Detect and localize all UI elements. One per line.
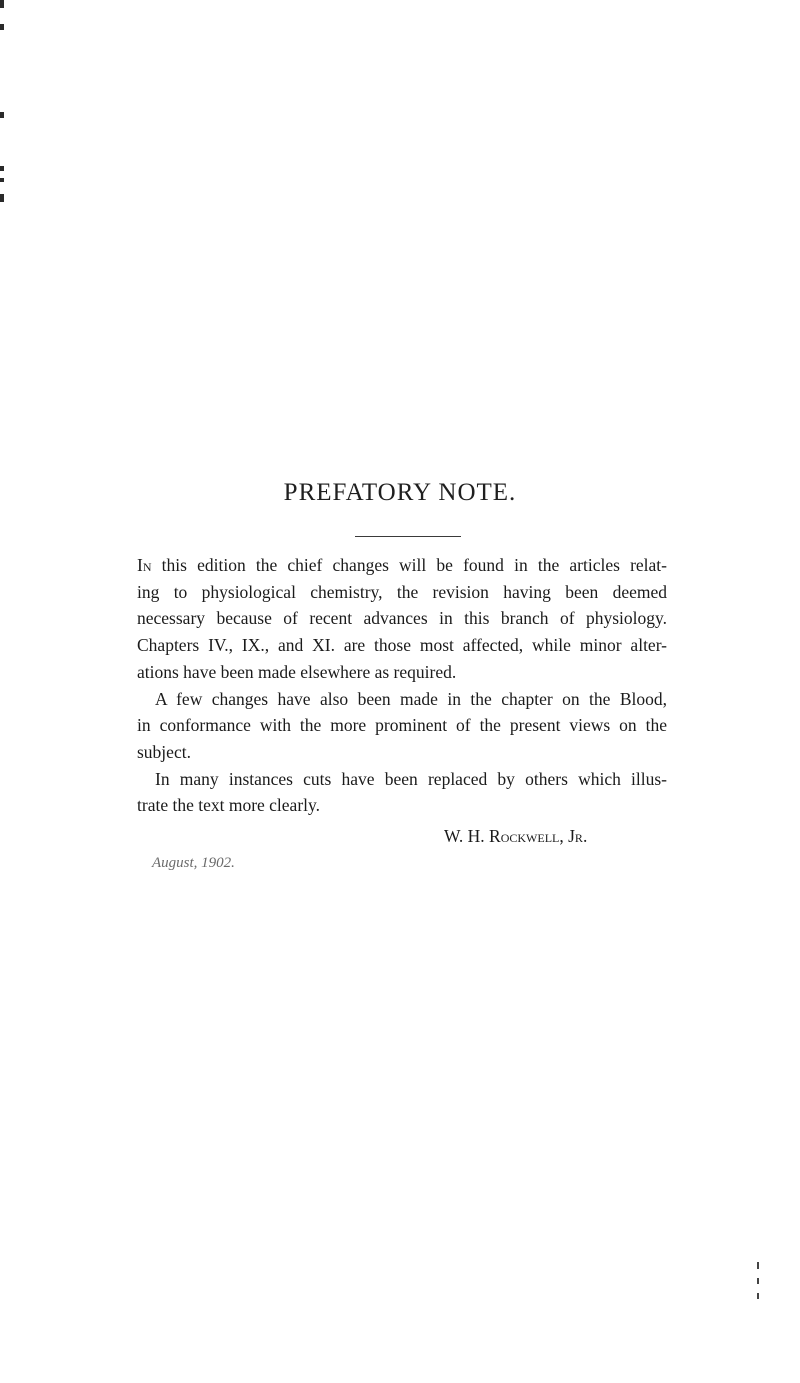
signature: W. H. Rockwell, Jr. (444, 826, 588, 846)
binding-mark (0, 112, 4, 118)
binding-mark (0, 194, 4, 202)
text-line: In many instances cuts have been replaced by others which illus- (155, 768, 667, 789)
note-body (137, 552, 667, 819)
date-line: August, 1902. (152, 855, 235, 871)
title-rule (355, 536, 461, 537)
text-line: A few changes have also been made in the chapter on the Blood, (155, 688, 667, 709)
text-line: ations have been made elsewhere as required. (137, 661, 457, 682)
page-speck (757, 1278, 759, 1284)
text-line: Chapters IV., IX., and XI. are those most affected, while minor alter- (137, 635, 667, 656)
text-line: trate the text more clearly. (137, 795, 321, 816)
text-line: In this edition the chief changes will be found in the articles relat- (137, 555, 667, 575)
text-line: necessary because of recent advances in this branch of physiology. (137, 608, 667, 629)
binding-mark (0, 166, 4, 171)
text-line: ing to physiological chemistry, the revision having been deemed (137, 581, 667, 602)
drop-word: In (137, 555, 152, 575)
binding-mark (0, 0, 4, 8)
binding-mark (0, 24, 4, 30)
text-line: subject. (137, 741, 191, 762)
page-speck (757, 1293, 759, 1299)
page-speck (757, 1262, 759, 1269)
binding-mark (0, 178, 4, 182)
page-title: PREFATORY NOTE. (283, 479, 517, 506)
text-line: in conformance with the more prominent of the present views on the (137, 715, 667, 736)
